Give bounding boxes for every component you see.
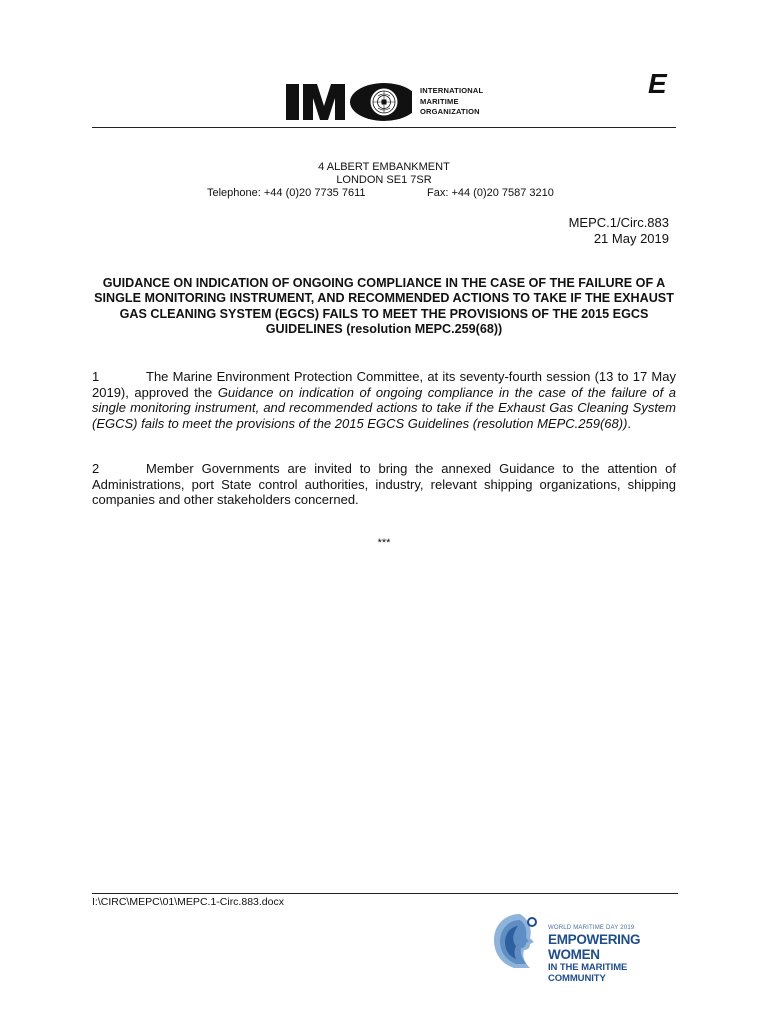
footer-divider <box>92 893 678 894</box>
badge-subline: IN THE MARITIME COMMUNITY <box>548 962 628 984</box>
badge-text <box>548 924 680 984</box>
document-symbol: MEPC.1/Circ.883 <box>568 215 669 230</box>
paragraph-number: 1 <box>92 369 100 384</box>
paragraph-italic-text: Guidance on indication of ongoing compliance in the case of the failure of a single monitoring instrument, and recommended actions to take if the Exhaust Gas Cleaning System (EGCS) fails to meet the provisions of the 2015 EGCS Guidelines (resolution MEPC.259(68)) <box>92 384 676 431</box>
language-indicator: E <box>648 68 667 99</box>
section-separator: *** <box>377 537 391 549</box>
org-line-international: INTERNATIONAL <box>420 86 484 96</box>
org-line-maritime: MARITIME <box>420 96 459 106</box>
document-title: GUIDANCE ON INDICATION OF ONGOING COMPLIANCE IN THE CASE OF THE FAILURE OF A SINGLE MONITORING INSTRUMENT, AND RECOMMENDED ACTIONS TO TAKE IF THE EXHAUST GAS CLEANING SYSTEM (EGCS) FAILS TO MEET THE PROVISIONS OF THE 2015 EGCS GUIDELINES (resolution MEPC.259(68)) <box>94 276 674 337</box>
document-date: 21 May 2019 <box>593 231 669 246</box>
paragraph-2 <box>92 461 676 508</box>
badge-event: WORLD MARITIME DAY 2019 <box>548 925 635 931</box>
paragraph-text: The Marine Environment Protection Committee, at its seventy-fourth session (13 to 17 May 2019), approved the <box>92 369 676 400</box>
imo-logo <box>286 80 483 124</box>
address-line-1: 4 ALBERT EMBANKMENT <box>318 161 450 173</box>
paragraph-1 <box>92 369 676 431</box>
imo-logo-mark <box>286 82 412 122</box>
paragraph-text: Member Governments are invited to bring the annexed Guidance to the attention of Administrations, port State control authorities, industry, relevant shipping organizations, shipping companies and other stakeholders concerned. <box>92 461 676 507</box>
world-maritime-day-badge <box>490 910 680 984</box>
paragraph-end: . <box>627 415 632 431</box>
telephone: Telephone: +44 (0)20 7735 7611 <box>207 187 366 199</box>
woman-profile-icon <box>490 910 550 972</box>
address-line-2: LONDON SE1 7SR <box>336 174 432 186</box>
imo-org-name <box>420 86 483 118</box>
header-divider <box>92 127 676 128</box>
paragraph-number: 2 <box>92 461 100 476</box>
badge-headline: EMPOWERING WOMEN <box>548 932 641 962</box>
org-line-organization: ORGANIZATION <box>420 107 480 117</box>
fax: Fax: +44 (0)20 7587 3210 <box>427 187 554 199</box>
imo-emblem-icon <box>286 82 412 122</box>
file-path: I:\CIRC\MEPC\01\MEPC.1-Circ.883.docx <box>92 896 284 908</box>
